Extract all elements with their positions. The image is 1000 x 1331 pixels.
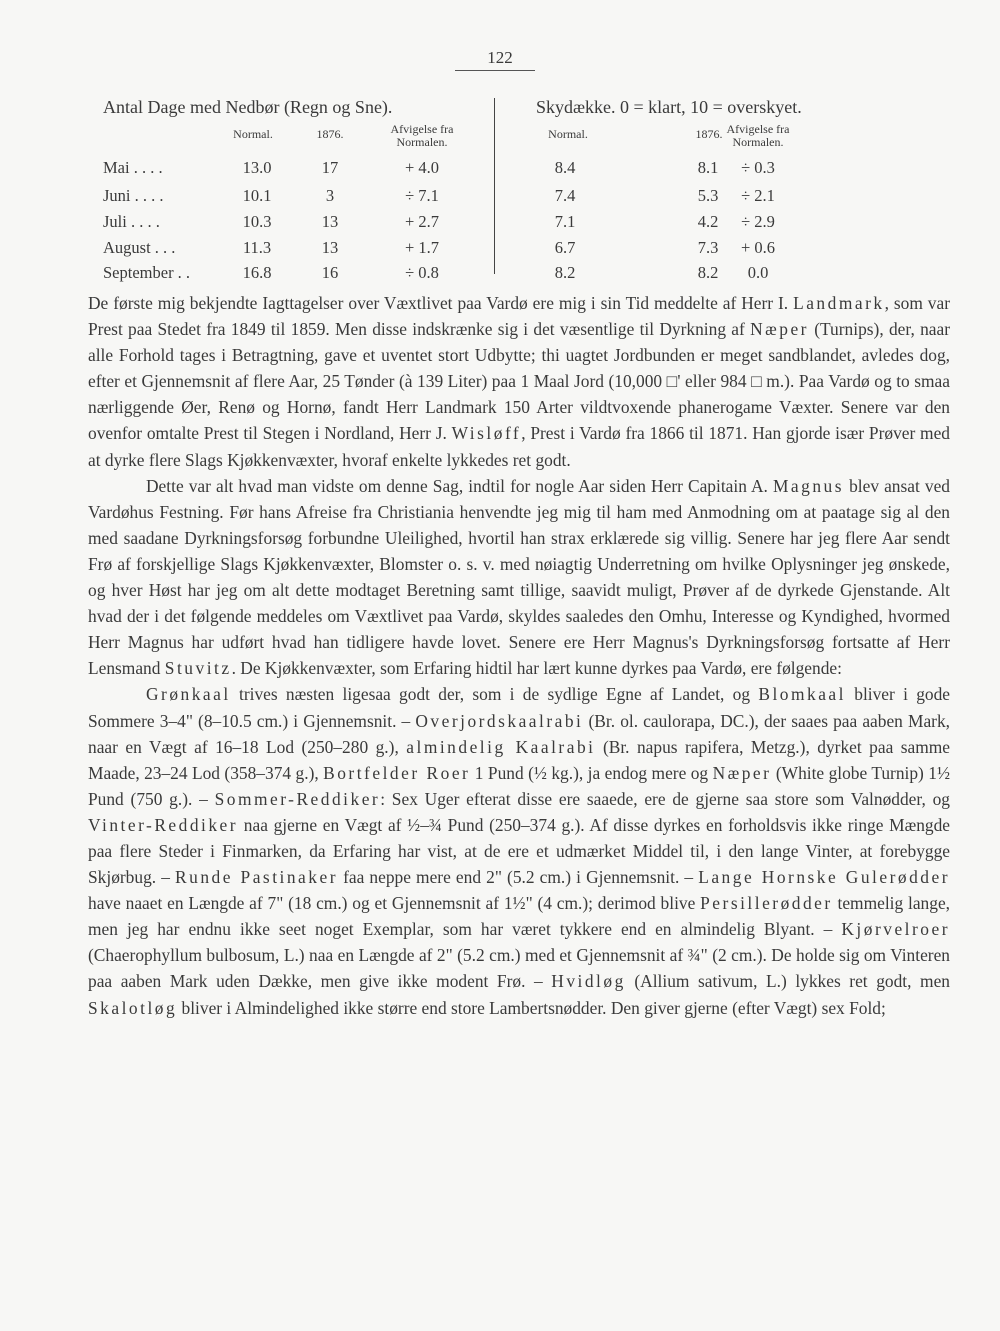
- year-1876-value: 13: [321, 238, 339, 257]
- emphasized-term: Sommer-Reddiker: [214, 788, 381, 809]
- page-number-rule: [455, 70, 535, 71]
- normal-value: 11.3: [242, 238, 272, 257]
- deviation-value: ÷ 2.1: [741, 186, 775, 205]
- month-label: August . . .: [103, 238, 176, 257]
- paragraph-vegetables: Grønkaal trives næsten ligesaa godt der, som i de sydlige Egne af Landet, og Blomkaal bliver i gode Sommere 3–4" (8–10.5 cm.) i Gjennemsnit. – Overjordskaalrabi (Br. ol. caulorapa, DC.), der saaes paa aaben Mark, naar en Vægt af 16–18 Lod (250–280 g.), almindelig Kaalrabi (Br. napus rapifera, Metzg.), dyrket paa samme Maade, 23–24 Lod (358–374 g.), Bortfelder Roer 1 Pund (½ kg.), ja endog mere og Næper (White globe Turnip) 1½ Pund (750 g.). – Sommer-Reddiker: Sex Uger efterat disse ere saaede, ere de gjerne saa store som Valnødder, og Vinter-Reddiker naa gjerne en Vægt af ½–¾ Pund (250–374 g.). Af disse dyrkes en forholdsvis ikke ringe Mængde paa flere Steder i Finmarken, da Erfaring har vist, at de ere et udmærket Middel til, i den lange Vinter, at forebygge Skjørbug. – Runde Pastinaker faa neppe mere end 2" (5.2 cm.) i Gjennemsnit. – Lange Hornske Gulerødder have naaet en Længde af 7" (18 cm.) og et Gjennemsnit af 1½" (4 cm.); derimod blive Persillerødder temmelig lange, men jeg har endnu ikke seet noget Exemplar, som har været tykkere end en almindelig Blyant. – Kjørvelroer (Chaerophyllum bulbosum, L.) naa en Længde af 2" (5.2 cm.) med et Gjennemsnit af ¾" (2 cm.). De holde sig om Vinteren paa aaben Mark uden Dække, men give ikke modent Frø. – Hvidløg (Allium sativum, L.) lykkes ret godt, men Skalotløg bliver i Almindelighed ikke større end store Lambertsnødder. Den giver gjerne (efter Vægt) sex Fold;: [88, 684, 951, 1018]
- year-1876-value: 16: [321, 263, 339, 282]
- precipitation-header-deviation: Afvigelse fra Normalen.: [390, 122, 454, 149]
- cloudiness-header-normal: Normal.: [548, 127, 588, 141]
- deviation-value: ÷ 0.3: [741, 158, 775, 177]
- year-1876-value: 17: [321, 158, 339, 177]
- emphasized-term: Hvidløg: [551, 971, 626, 992]
- year-1876-value: 3: [325, 186, 335, 205]
- month-label: Mai . . . .: [103, 158, 163, 177]
- emphasized-term: Grønkaal: [146, 684, 231, 705]
- deviation-value: + 4.0: [404, 158, 440, 177]
- emphasized-term: Bortfelder Roer: [323, 762, 471, 783]
- year-1876-value: 4.2: [697, 212, 719, 231]
- emphasized-term: Overjordskaalrabi: [415, 710, 584, 731]
- normal-value: 8.2: [554, 263, 576, 282]
- normal-value: 16.8: [242, 263, 272, 282]
- emphasized-term: Wisløff: [451, 423, 522, 444]
- emphasized-term: Vinter-Reddiker: [88, 814, 239, 835]
- month-label: Juni . . . .: [103, 186, 164, 205]
- emphasized-term: Kjørvelroer: [841, 919, 950, 940]
- emphasized-term: Runde Pastinaker: [175, 867, 338, 888]
- normal-value: 8.4: [554, 158, 576, 177]
- deviation-value: + 0.6: [740, 238, 776, 257]
- normal-value: 10.3: [242, 212, 272, 231]
- precipitation-header-normal: Normal.: [233, 127, 273, 141]
- year-1876-value: 7.3: [697, 238, 719, 257]
- deviation-value: 0.0: [747, 263, 769, 282]
- deviation-value: ÷ 2.9: [741, 212, 775, 231]
- emphasized-term: Stuvitz: [164, 658, 232, 679]
- paragraph-landmark: De første mig bekjendte Iagttagelser over Væxtlivet paa Vardø ere mig i sin Tid meddelte af Herr I. Landmark, som var Prest paa Stedet fra 1849 til 1859. Men disse indskrænke sig i det væsentlige til Dyrkning af Næper (Turnips), der, naar alle Forhold tages i Betragtning, gave et uventet stort Udbytte; thi uagtet Jordbunden er meget sandblandet, avledes dog, efter et Gjennemsnit af flere Aar, 25 Tønder (à 139 Liter) paa 1 Maal Jord (10,000 □' eller 984 □ m.). Paa Vardø og to smaa nærliggende Øer, Renø og Hornø, fandt Herr Landmark 150 Arter vildtvoxende phanerogame Væxter. Senere var den ovenfor omtalte Prest til Stegen i Nordland, Herr J. Wisløff, Prest i Vardø fra 1866 til 1871. Han gjorde især Prøver med at dyrke flere Slags Kjøkkenvæxter, hvoraf enkelte lykkedes ret godt.: [88, 293, 951, 470]
- page-number: 122: [487, 48, 513, 67]
- deviation-value: ÷ 7.1: [405, 186, 439, 205]
- emphasized-term: Lange Hornske Gulerødder: [698, 867, 950, 888]
- normal-value: 7.4: [554, 186, 576, 205]
- cloudiness-title: Skydække. 0 = klart, 10 = overskyet.: [536, 97, 802, 117]
- month-label: September . .: [103, 263, 191, 282]
- emphasized-term: Magnus: [772, 475, 845, 496]
- emphasized-term: Blomkaal: [758, 684, 846, 705]
- deviation-value: + 1.7: [404, 238, 440, 257]
- body-text: [88, 290, 950, 1021]
- table-divider: [494, 98, 495, 274]
- precipitation-header-1876: 1876.: [316, 127, 344, 141]
- emphasized-term: Næper: [712, 762, 772, 783]
- emphasized-term: Landmark: [793, 293, 885, 313]
- year-1876-value: 8.2: [697, 263, 719, 282]
- deviation-value: + 2.7: [404, 212, 440, 231]
- cloudiness-header-deviation: Afvigelse fra Normalen.: [726, 122, 790, 149]
- month-label: Juli . . . .: [103, 212, 160, 231]
- year-1876-value: 8.1: [697, 158, 719, 177]
- year-1876-value: 5.3: [697, 186, 719, 205]
- normal-value: 7.1: [554, 212, 576, 231]
- year-1876-value: 13: [321, 212, 339, 231]
- normal-value: 10.1: [242, 186, 272, 205]
- emphasized-term: almindelig Kaalrabi: [406, 736, 596, 757]
- normal-value: 13.0: [242, 158, 272, 177]
- cloudiness-header-1876: 1876.: [695, 127, 723, 141]
- deviation-value: ÷ 0.8: [405, 263, 439, 282]
- normal-value: 6.7: [554, 238, 576, 257]
- emphasized-term: Næper: [750, 319, 809, 340]
- emphasized-term: Skalotløg: [88, 997, 178, 1018]
- paragraph-magnus: Dette var alt hvad man vidste om denne Sag, indtil for nogle Aar siden Herr Capitain A. Magnus blev ansat ved Vardøhus Festning. Før hans Afreise fra Christiania henvendte jeg mig til ham med Anmodning om at paatage sig al den med saadane Dyrkningsforsøg forbundne Uleilighed, hvortil han strax erklærede sig villig. Senere har jeg flere Aar sendt Frø af forskjellige Slags Kjøkkenvæxter, Blomster o. s. v. med nøiagtig Underretning om hvilke Oplysninger jeg ønskede, og hver Høst har jeg om alt dette modtaget Beretning samt tillige, saavidt muligt, Prøver af de dyrkede Gjenstande. Alt hvad der i det følgende meddeles om Væxtlivet paa Vardø, skyldes saaledes den Omhu, Interesse og Kyndighed, hvormed Herr Magnus har udført hvad han tidligere havde lovet. Senere ere Herr Magnus's Dyrkningsforsøg fortsatte af Herr Lensmand Stuvitz. De Kjøkkenvæxter, som Erfaring hidtil har lært kunne dyrkes paa Vardø, ere følgende:: [88, 475, 950, 679]
- precipitation-title: Antal Dage med Nedbør (Regn og Sne).: [103, 97, 393, 117]
- emphasized-term: Persillerødder: [700, 893, 833, 914]
